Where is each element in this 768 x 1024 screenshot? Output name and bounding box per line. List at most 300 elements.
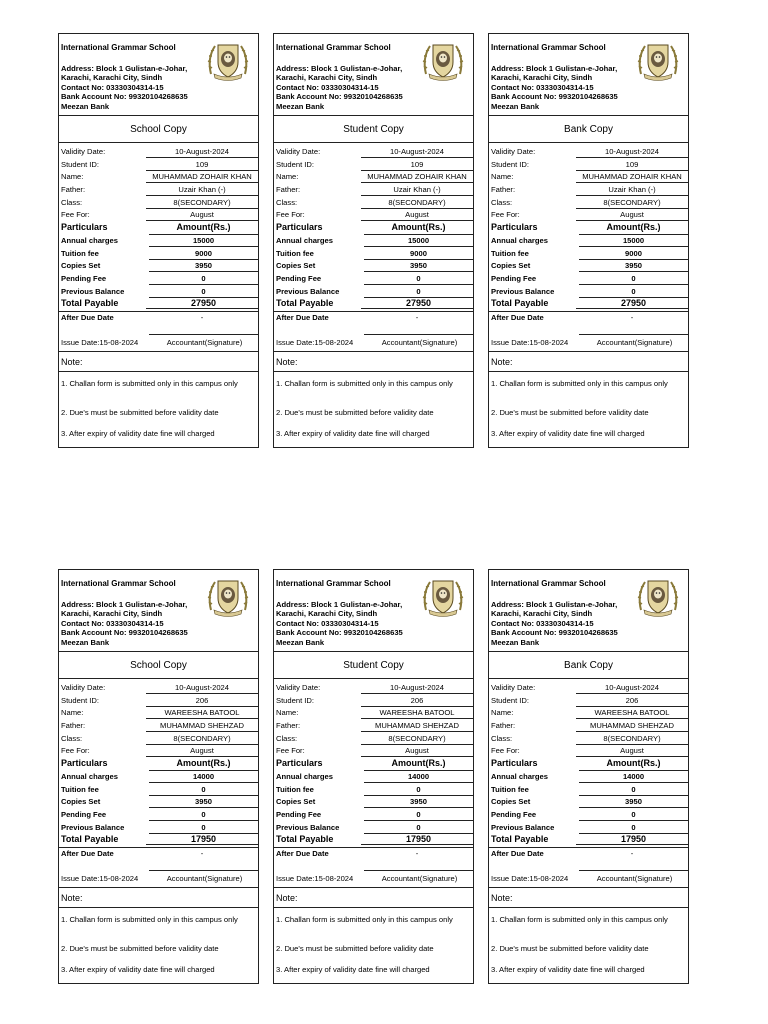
note-heading: Note: [491, 357, 513, 367]
tuition-fee-row [274, 784, 473, 797]
accountant-signature-label: Accountant(Signature) [381, 338, 458, 347]
bank-account-line: Bank Account No: 99320104268635 [491, 628, 618, 638]
validity-date-row [59, 682, 258, 695]
contact-line: Contact No: 03330304314-15 [491, 82, 594, 92]
bank-name-line: Meezan Bank [491, 101, 540, 111]
fee-challan [58, 33, 259, 448]
annual-charges-row [489, 235, 688, 248]
copies-set-label: Copies Set [61, 261, 101, 271]
fee-for-label: Fee For: [276, 210, 305, 220]
class-row [489, 197, 688, 210]
previous-balance-row [274, 822, 473, 835]
total-payable-value: 17950 [620, 834, 647, 845]
father-label: Father: [61, 185, 86, 195]
total-payable-row [59, 834, 258, 847]
challan-header [489, 34, 688, 116]
father-value: Uzair Khan (-) [361, 185, 473, 196]
fee-for-row [489, 209, 688, 222]
father-row [274, 720, 473, 733]
amount-heading: Amount(Rs.) [149, 222, 258, 235]
contact-line: Contact No: 03330304314-15 [276, 82, 379, 92]
note-3: 3. After expiry of validity date fine will charged [276, 965, 430, 974]
class-row [489, 733, 688, 746]
note-3: 3. After expiry of validity date fine will charged [491, 429, 645, 438]
student-name-label: Name: [491, 172, 514, 182]
bank-name-line: Meezan Bank [276, 101, 325, 111]
fee-for-value: August [361, 746, 473, 757]
student-name-value: MUHAMMAD ZOHAIR KHAN [576, 172, 688, 183]
divider [59, 351, 258, 352]
student-id-label: Student ID: [491, 159, 529, 169]
student-id-row [59, 159, 258, 172]
bank-name-line: Meezan Bank [61, 637, 110, 647]
pending-fee-row [274, 809, 473, 822]
note-2: 2. Due's must be submitted before validity date [61, 944, 219, 953]
particulars-heading: Particulars [61, 222, 108, 233]
challan-header [59, 570, 258, 652]
after-due-date-label: After Due Date [276, 848, 329, 858]
validity-date-label: Validity Date: [491, 147, 536, 156]
after-due-date-value: - [200, 312, 204, 322]
class-label: Class: [491, 197, 513, 207]
total-payable-label: Total Payable [491, 298, 549, 309]
city-line: Karachi, Karachi City, Sindh [61, 73, 163, 83]
previous-balance-row [59, 822, 258, 835]
copies-set-label: Copies Set [276, 261, 316, 271]
particulars-header-row [274, 222, 473, 235]
address-line: Address: Block 1 Gulistan-e-Johar, [491, 600, 618, 609]
student-name-row [274, 171, 473, 184]
student-name-value: MUHAMMAD ZOHAIR KHAN [146, 172, 258, 183]
copy-type-label: Student Copy [343, 124, 404, 135]
fee-challan [488, 569, 689, 984]
city-line: Karachi, Karachi City, Sindh [61, 609, 163, 619]
pending-fee-row [489, 273, 688, 286]
father-value: Uzair Khan (-) [146, 185, 258, 196]
annual-charges-value: 15000 [364, 236, 473, 247]
address-line: Address: Block 1 Gulistan-e-Johar, [276, 64, 403, 73]
tuition-fee-value: 9000 [149, 249, 258, 260]
class-value: 8(SECONDARY) [576, 198, 688, 209]
total-payable-value: 27950 [190, 298, 217, 309]
previous-balance-label: Previous Balance [61, 286, 125, 296]
particulars-heading: Particulars [491, 222, 538, 233]
accountant-signature-label: Accountant(Signature) [166, 338, 243, 347]
challan-header [274, 34, 473, 116]
amount-heading: Amount(Rs.) [579, 758, 688, 771]
copies-set-value: 3950 [149, 261, 258, 272]
fee-for-row [274, 209, 473, 222]
address-line: Address: Block 1 Gulistan-e-Johar, [491, 64, 618, 73]
issue-date: Issue Date:15-08-2024 [61, 874, 139, 883]
fee-for-row [59, 209, 258, 222]
student-name-label: Name: [276, 172, 299, 182]
pending-fee-label: Pending Fee [276, 809, 322, 819]
student-id-value: 109 [576, 160, 688, 171]
class-value: 8(SECONDARY) [576, 734, 688, 745]
note-2: 2. Due's must be submitted before validity date [491, 408, 649, 417]
father-row [59, 720, 258, 733]
annual-charges-label: Annual charges [491, 235, 548, 245]
challan-details [59, 146, 258, 325]
city-line: Karachi, Karachi City, Sindh [491, 609, 593, 619]
signature-line [364, 870, 473, 871]
school-crest-logo [635, 38, 681, 84]
school-address [61, 64, 188, 111]
contact-line: Contact No: 03330304314-15 [61, 82, 164, 92]
bank-account-line: Bank Account No: 99320104268635 [61, 92, 188, 102]
divider [274, 351, 473, 352]
validity-date-value: 10-August-2024 [576, 683, 688, 694]
student-name-value: WAREESHA BATOOL [361, 708, 473, 719]
accountant-signature-label: Accountant(Signature) [596, 338, 673, 347]
total-payable-value: 27950 [620, 298, 647, 309]
divider [274, 142, 473, 143]
divider [489, 678, 688, 679]
pending-fee-label: Pending Fee [491, 809, 537, 819]
father-value: MUHAMMAD SHEHZAD [576, 721, 688, 732]
annual-charges-value: 14000 [364, 772, 473, 783]
validity-date-row [274, 682, 473, 695]
school-crest-logo [205, 38, 251, 84]
school-name: International Grammar School [276, 579, 391, 588]
class-label: Class: [61, 197, 83, 207]
tuition-fee-label: Tuition fee [491, 248, 529, 258]
note-3: 3. After expiry of validity date fine will charged [61, 429, 215, 438]
bank-account-line: Bank Account No: 99320104268635 [276, 628, 403, 638]
student-name-value: WAREESHA BATOOL [146, 708, 258, 719]
divider [489, 142, 688, 143]
copy-type-label: Bank Copy [564, 660, 613, 671]
copies-set-value: 3950 [149, 797, 258, 808]
school-crest-logo [420, 38, 466, 84]
note-2: 2. Due's must be submitted before validity date [276, 944, 434, 953]
father-row [489, 184, 688, 197]
pending-fee-value: 0 [364, 810, 473, 821]
fee-for-value: August [146, 746, 258, 757]
student-id-label: Student ID: [276, 159, 314, 169]
father-label: Father: [491, 721, 516, 731]
class-value: 8(SECONDARY) [146, 198, 258, 209]
challan-details [59, 682, 258, 861]
student-id-value: 109 [146, 160, 258, 171]
particulars-heading: Particulars [276, 758, 323, 769]
after-due-date-value: - [415, 312, 419, 322]
student-id-row [489, 695, 688, 708]
annual-charges-row [489, 771, 688, 784]
class-label: Class: [491, 733, 513, 743]
total-payable-value: 17950 [190, 834, 217, 845]
annual-charges-label: Annual charges [491, 771, 548, 781]
annual-charges-label: Annual charges [61, 235, 118, 245]
annual-charges-row [274, 235, 473, 248]
school-address [491, 600, 618, 647]
copies-set-row [274, 260, 473, 273]
note-1: 1. Challan form is submitted only in this campus only [276, 379, 453, 388]
school-address [276, 64, 403, 111]
student-name-row [274, 707, 473, 720]
copies-set-label: Copies Set [276, 797, 316, 807]
student-id-label: Student ID: [276, 695, 314, 705]
annual-charges-row [274, 771, 473, 784]
signature-line [579, 334, 688, 335]
previous-balance-label: Previous Balance [491, 286, 555, 296]
challan-details [274, 682, 473, 861]
tuition-fee-row [489, 784, 688, 797]
class-value: 8(SECONDARY) [146, 734, 258, 745]
particulars-header-row [489, 222, 688, 235]
tuition-fee-label: Tuition fee [61, 784, 99, 794]
note-2: 2. Due's must be submitted before validity date [491, 944, 649, 953]
particulars-heading: Particulars [491, 758, 538, 769]
annual-charges-value: 14000 [579, 772, 688, 783]
challan-details [489, 682, 688, 861]
total-payable-label: Total Payable [61, 834, 119, 845]
note-2: 2. Due's must be submitted before validity date [276, 408, 434, 417]
class-label: Class: [276, 197, 298, 207]
class-value: 8(SECONDARY) [361, 734, 473, 745]
pending-fee-value: 0 [579, 274, 688, 285]
fee-for-row [274, 745, 473, 758]
previous-balance-value: 0 [579, 287, 688, 298]
challan-header [274, 570, 473, 652]
school-address [61, 600, 188, 647]
fee-challan [273, 33, 474, 448]
divider [59, 887, 258, 888]
student-id-value: 109 [361, 160, 473, 171]
father-row [274, 184, 473, 197]
particulars-heading: Particulars [276, 222, 323, 233]
annual-charges-label: Annual charges [276, 771, 333, 781]
student-id-row [59, 695, 258, 708]
school-address [491, 64, 618, 111]
pending-fee-label: Pending Fee [61, 809, 107, 819]
student-id-value: 206 [576, 696, 688, 707]
total-payable-row [489, 834, 688, 847]
divider [274, 371, 473, 372]
copies-set-row [59, 796, 258, 809]
issue-date: Issue Date:15-08-2024 [61, 338, 139, 347]
total-payable-label: Total Payable [276, 298, 334, 309]
tuition-fee-row [59, 248, 258, 261]
total-payable-value: 17950 [405, 834, 432, 845]
fee-for-value: August [146, 210, 258, 221]
father-row [489, 720, 688, 733]
tuition-fee-value: 9000 [579, 249, 688, 260]
total-payable-row [59, 298, 258, 311]
copy-type-label: School Copy [130, 124, 187, 135]
accountant-signature-label: Accountant(Signature) [381, 874, 458, 883]
address-line: Address: Block 1 Gulistan-e-Johar, [61, 600, 188, 609]
note-2: 2. Due's must be submitted before validity date [61, 408, 219, 417]
after-due-date-row [59, 311, 258, 325]
school-name: International Grammar School [61, 43, 176, 52]
after-due-date-row [489, 847, 688, 861]
note-heading: Note: [491, 893, 513, 903]
after-due-date-label: After Due Date [491, 848, 544, 858]
note-3: 3. After expiry of validity date fine will charged [491, 965, 645, 974]
after-due-date-row [274, 847, 473, 861]
validity-date-label: Validity Date: [61, 683, 106, 692]
class-label: Class: [276, 733, 298, 743]
challan-details [489, 146, 688, 325]
student-name-row [59, 707, 258, 720]
fee-for-value: August [576, 746, 688, 757]
copies-set-label: Copies Set [61, 797, 101, 807]
fee-for-value: August [361, 210, 473, 221]
student-id-label: Student ID: [61, 695, 99, 705]
fee-challan [273, 569, 474, 984]
after-due-date-row [274, 311, 473, 325]
amount-heading: Amount(Rs.) [149, 758, 258, 771]
city-line: Karachi, Karachi City, Sindh [276, 73, 378, 83]
particulars-heading: Particulars [61, 758, 108, 769]
father-row [59, 184, 258, 197]
copy-type-label: Bank Copy [564, 124, 613, 135]
pending-fee-value: 0 [149, 810, 258, 821]
validity-date-value: 10-August-2024 [146, 683, 258, 694]
contact-line: Contact No: 03330304314-15 [491, 618, 594, 628]
copies-set-row [489, 796, 688, 809]
tuition-fee-label: Tuition fee [61, 248, 99, 258]
copies-set-row [274, 796, 473, 809]
challan-header [489, 570, 688, 652]
address-line: Address: Block 1 Gulistan-e-Johar, [61, 64, 188, 73]
after-due-date-row [489, 311, 688, 325]
fee-for-label: Fee For: [491, 210, 520, 220]
previous-balance-label: Previous Balance [276, 822, 340, 832]
previous-balance-value: 0 [364, 823, 473, 834]
total-payable-label: Total Payable [276, 834, 334, 845]
validity-date-value: 10-August-2024 [146, 147, 258, 158]
validity-date-label: Validity Date: [276, 683, 321, 692]
previous-balance-value: 0 [364, 287, 473, 298]
student-id-row [489, 159, 688, 172]
fee-challan [58, 569, 259, 984]
divider [274, 678, 473, 679]
student-name-value: WAREESHA BATOOL [576, 708, 688, 719]
total-payable-row [274, 298, 473, 311]
validity-date-label: Validity Date: [276, 147, 321, 156]
validity-date-label: Validity Date: [61, 147, 106, 156]
bank-name-line: Meezan Bank [276, 637, 325, 647]
validity-date-value: 10-August-2024 [361, 147, 473, 158]
total-payable-label: Total Payable [61, 298, 119, 309]
student-name-label: Name: [276, 708, 299, 718]
issue-date: Issue Date:15-08-2024 [276, 338, 354, 347]
student-id-row [274, 159, 473, 172]
bank-name-line: Meezan Bank [491, 637, 540, 647]
fee-for-row [489, 745, 688, 758]
student-id-value: 206 [146, 696, 258, 707]
after-due-date-label: After Due Date [61, 312, 114, 322]
annual-charges-label: Annual charges [61, 771, 118, 781]
validity-date-row [59, 146, 258, 159]
note-3: 3. After expiry of validity date fine will charged [276, 429, 430, 438]
issue-date: Issue Date:15-08-2024 [276, 874, 354, 883]
after-due-date-value: - [415, 848, 419, 858]
student-id-label: Student ID: [61, 159, 99, 169]
previous-balance-row [489, 822, 688, 835]
total-payable-value: 27950 [405, 298, 432, 309]
father-label: Father: [276, 185, 301, 195]
father-label: Father: [61, 721, 86, 731]
bank-account-line: Bank Account No: 99320104268635 [276, 92, 403, 102]
school-crest-logo [635, 574, 681, 620]
tuition-fee-label: Tuition fee [276, 784, 314, 794]
school-name: International Grammar School [61, 579, 176, 588]
fee-for-row [59, 745, 258, 758]
copies-set-value: 3950 [579, 797, 688, 808]
particulars-header-row [274, 758, 473, 771]
tuition-fee-value: 0 [149, 785, 258, 796]
signature-line [149, 334, 258, 335]
amount-heading: Amount(Rs.) [364, 758, 473, 771]
particulars-header-row [59, 758, 258, 771]
student-id-value: 206 [361, 696, 473, 707]
bank-account-line: Bank Account No: 99320104268635 [61, 628, 188, 638]
validity-date-value: 10-August-2024 [361, 683, 473, 694]
note-1: 1. Challan form is submitted only in this campus only [61, 915, 238, 924]
previous-balance-value: 0 [579, 823, 688, 834]
annual-charges-value: 14000 [149, 772, 258, 783]
previous-balance-label: Previous Balance [276, 286, 340, 296]
tuition-fee-label: Tuition fee [491, 784, 529, 794]
copies-set-row [489, 260, 688, 273]
challan-header [59, 34, 258, 116]
after-due-date-row [59, 847, 258, 861]
pending-fee-value: 0 [364, 274, 473, 285]
previous-balance-value: 0 [149, 287, 258, 298]
note-1: 1. Challan form is submitted only in this campus only [61, 379, 238, 388]
fee-for-value: August [576, 210, 688, 221]
father-value: Uzair Khan (-) [576, 185, 688, 196]
class-row [274, 733, 473, 746]
fee-for-label: Fee For: [61, 210, 90, 220]
particulars-header-row [59, 222, 258, 235]
issue-date: Issue Date:15-08-2024 [491, 874, 569, 883]
copies-set-label: Copies Set [491, 797, 531, 807]
divider [274, 907, 473, 908]
tuition-fee-row [274, 248, 473, 261]
total-payable-label: Total Payable [491, 834, 549, 845]
contact-line: Contact No: 03330304314-15 [276, 618, 379, 628]
validity-date-row [489, 146, 688, 159]
after-due-date-label: After Due Date [276, 312, 329, 322]
student-id-label: Student ID: [491, 695, 529, 705]
father-label: Father: [276, 721, 301, 731]
pending-fee-label: Pending Fee [61, 273, 107, 283]
student-name-label: Name: [61, 172, 84, 182]
fee-challan [488, 33, 689, 448]
previous-balance-row [274, 286, 473, 299]
annual-charges-value: 15000 [149, 236, 258, 247]
copy-type-label: School Copy [130, 660, 187, 671]
copies-set-row [59, 260, 258, 273]
divider [489, 887, 688, 888]
pending-fee-row [59, 809, 258, 822]
student-name-label: Name: [61, 708, 84, 718]
school-name: International Grammar School [491, 579, 606, 588]
accountant-signature-label: Accountant(Signature) [166, 874, 243, 883]
previous-balance-label: Previous Balance [491, 822, 555, 832]
copy-type-label: Student Copy [343, 660, 404, 671]
tuition-fee-label: Tuition fee [276, 248, 314, 258]
note-1: 1. Challan form is submitted only in this campus only [276, 915, 453, 924]
contact-line: Contact No: 03330304314-15 [61, 618, 164, 628]
after-due-date-label: After Due Date [61, 848, 114, 858]
student-name-value: MUHAMMAD ZOHAIR KHAN [361, 172, 473, 183]
